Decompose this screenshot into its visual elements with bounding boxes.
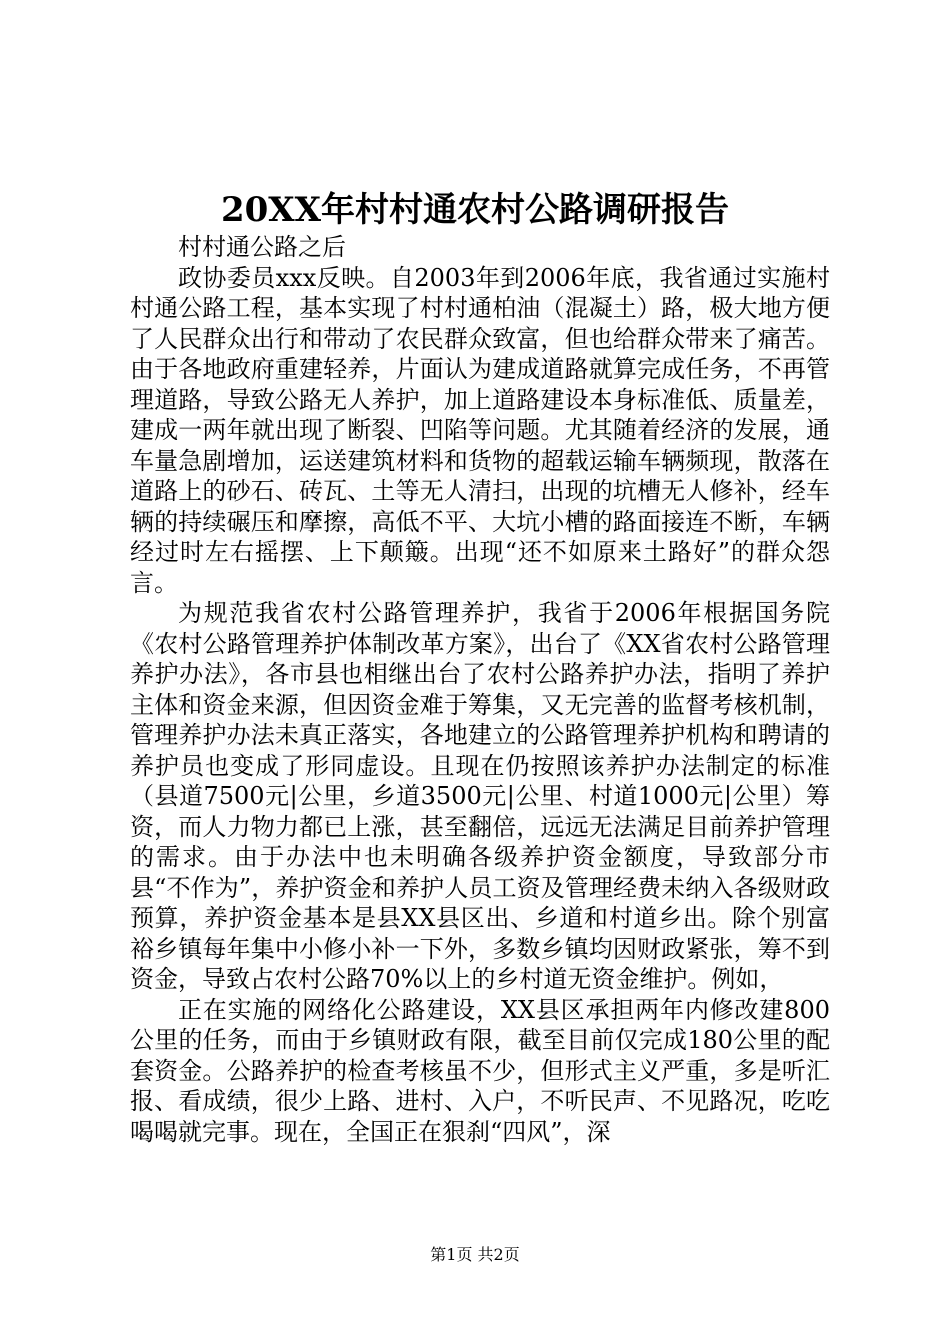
paragraph: 为规范我省农村公路管理养护，我省于2006年根据国务院《农村公路管理养护体制改革方案》，出台了《XX省农村公路管理养护办法》，各市县也相继出台了农村公路养护办法，指明了养护主体和资金来源，但因资金难于筹集，又无完善的监督考核机制，管理养护办法未真正落实，各地建立的公路管理养护机构和聘请的养护员也变成了形同虚设。且现在仍按照该养护办法制定的标准（县道7500元|公里，乡道3500元|公里、村道1000元|公里）筹资，而人力物力都已上涨，甚至翻倍，远远无法满足目前养护管理的需求。由于办法中也未明确各级养护资金额度，导致部分市县“不作为”，养护资金和养护人员工资及管理经费未纳入各级财政预算，养护资金基本是县XX县区出、乡道和村道乡出。除个别富裕乡镇每年集中小修小补一下外，多数乡镇均因财政紧张，筹不到资金，导致占农村公路70%以上的乡村道无资金维护。例如， (130, 599, 830, 993)
paragraph-subtitle: 村村通公路之后 (178, 233, 346, 261)
paragraph: 正在实施的网络化公路建设，XX县区承担两年内修改建800公里的任务，而由于乡镇财政有限，截至目前仅完成180公里的配套资金。公路养护的检查考核虽不少，但形式主义严重，多是听汇报、看成绩，很少上路、进村、入户，不听民声、不见路况，吃吃喝喝就完事。现在，全国正在狠刹“四风”，深 (130, 995, 830, 1146)
paragraph: 政协委员xxx反映。自2003年到2006年底，我省通过实施村村通公路工程，基本实现了村村通柏油（混凝土）路，极大地方便了人民群众出行和带动了农民群众致富，但也给群众带来了痛苦。由于各地政府重建轻养，片面认为建成道路就算完成任务，不再管理道路，导致公路无人养护，加上道路建设本身标准低、质量差，建成一两年就出现了断裂、凹陷等问题。尤其随着经济的发展，通车量急剧增加，运送建筑材料和货物的超载运输车辆频现，散落在道路上的砂石、砖瓦、土等无人清扫，出现的坑槽无人修补，经车辆的持续碾压和摩擦，高低不平、大坑小槽的路面接连不断，车辆经过时左右摇摆、上下颠簸。出现“还不如原来土路好”的群众怨言。 (130, 263, 830, 597)
page-number: 第1页 共2页 (430, 1245, 520, 1264)
document-title: 20XX年村村通农村公路调研报告 (220, 190, 730, 230)
page-footer (0, 1244, 950, 1266)
document-body (130, 232, 830, 1147)
